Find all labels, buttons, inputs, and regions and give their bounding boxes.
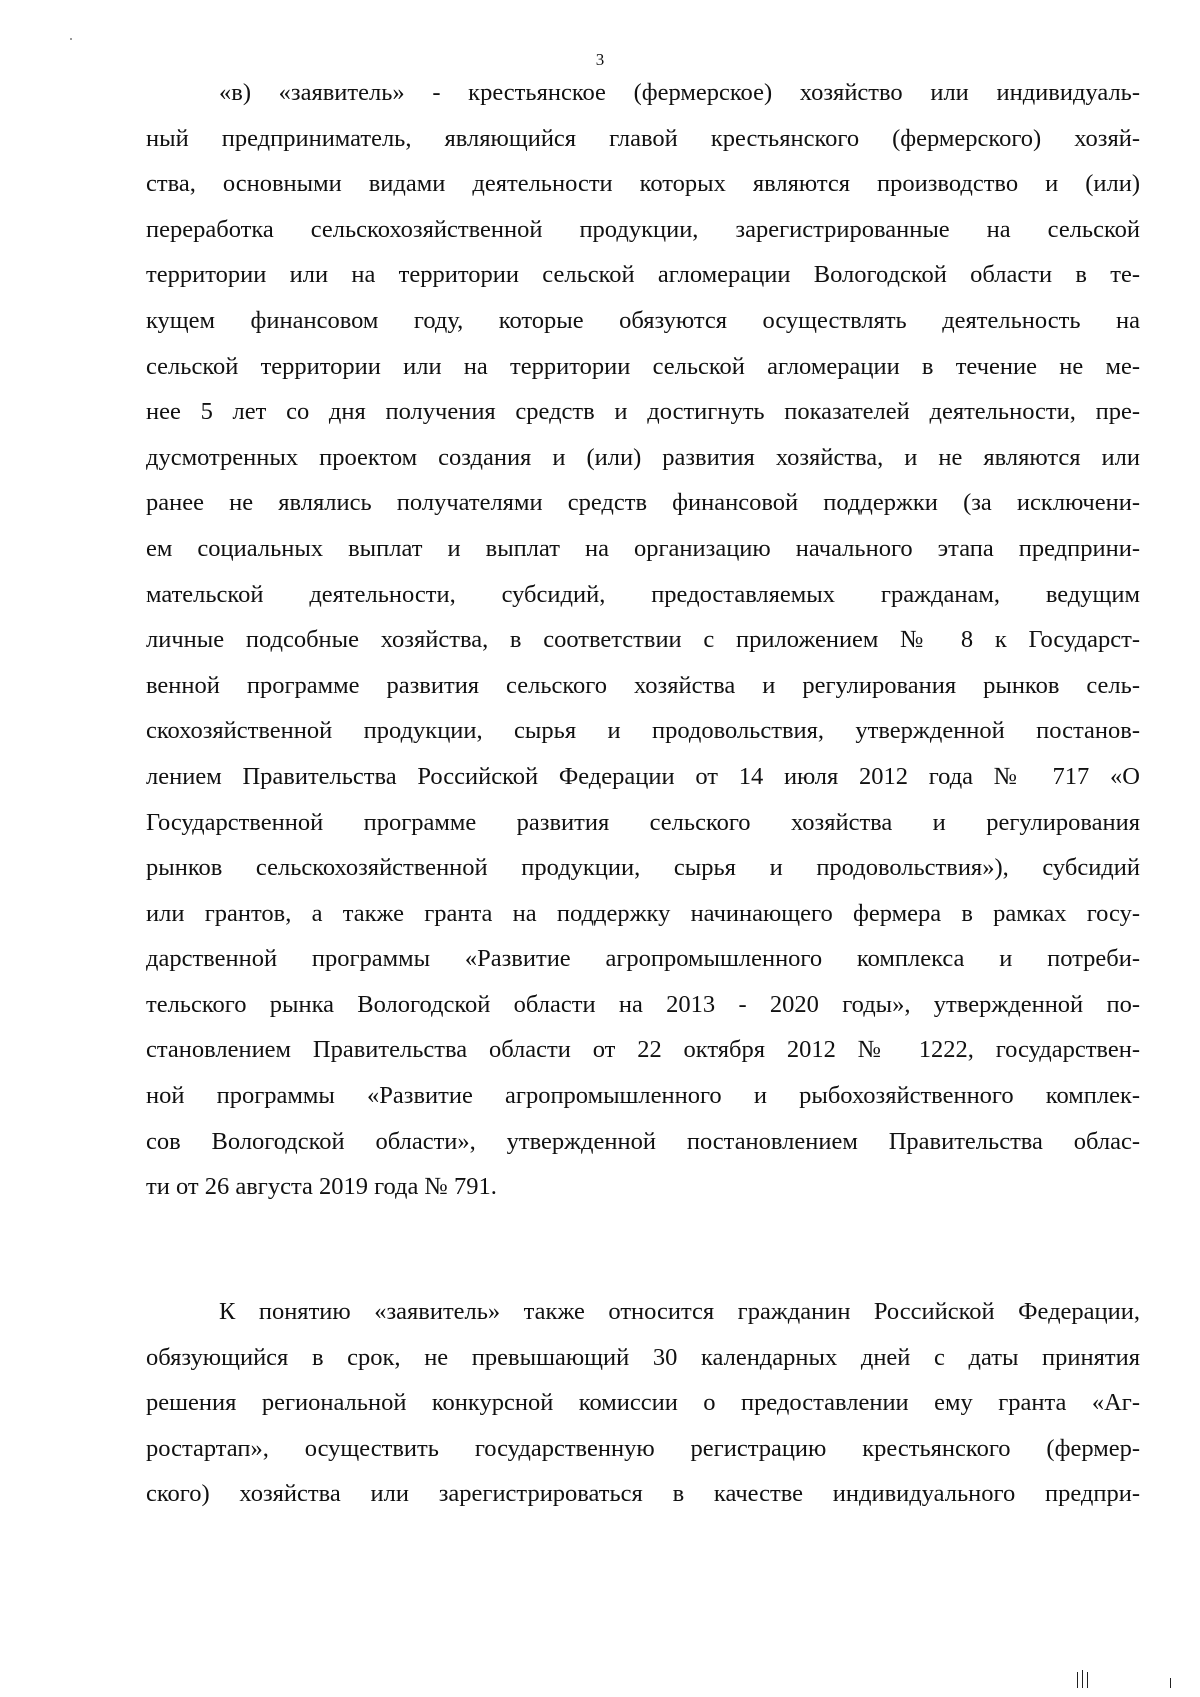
text-line: ной программы «Развитие агропромышленного и рыбохозяйственного комплек- <box>146 1082 1140 1110</box>
text-line: переработка сельскохозяйственной продукции, зарегистрированные на сельской <box>146 215 1140 243</box>
text-line: обязующийся в срок, не превышающий 30 календарных дней с даты принятия <box>146 1343 1140 1371</box>
text-line: личные подсобные хозяйства, в соответствии с приложением № 8 к Государст- <box>146 626 1140 654</box>
scan-artifact-mark <box>1082 1670 1083 1688</box>
text-line: ти от 26 августа 2019 года № 791. <box>146 1173 497 1201</box>
paragraph-applicant-definition <box>146 70 1140 1210</box>
text-line: кущем финансовом году, которые обязуются осуществлять деятельность на <box>146 306 1140 334</box>
text-line: ем социальных выплат и выплат на организацию начального этапа предприни- <box>146 534 1140 562</box>
text-line: сов Вологодской области», утвержденной постановлением Правительства облас- <box>146 1127 1140 1155</box>
text-line: венной программе развития сельского хозяйства и регулирования рынков сель- <box>146 671 1140 699</box>
paragraph-applicant-citizen <box>146 1289 1140 1517</box>
text-line: рынков сельскохозяйственной продукции, сырья и продовольствия»), субсидий <box>146 854 1140 882</box>
text-line: ранее не являлись получателями средств финансовой поддержки (за исключени- <box>146 489 1140 517</box>
text-line: тельского рынка Вологодской области на 2013 - 2020 годы», утвержденной по- <box>146 990 1140 1018</box>
text-line: ный предприниматель, являющийся главой крестьянского (фермерского) хозяй- <box>146 124 1140 152</box>
scan-artifact-mark <box>1077 1672 1078 1688</box>
page-number: 3 <box>595 50 605 69</box>
scan-artifact-mark <box>1087 1672 1088 1688</box>
text-line: К понятию «заявитель» также относится гражданин Российской Федерации, <box>219 1298 1140 1325</box>
scan-speck <box>70 38 72 40</box>
text-line: дусмотренных проектом создания и (или) развития хозяйства, и не являются или <box>146 443 1140 471</box>
text-line: решения региональной конкурсной комиссии о предоставлении ему гранта «Аг- <box>146 1389 1140 1417</box>
text-line: «в) «заявитель» - крестьянское (фермерское) хозяйство или индивидуаль- <box>219 79 1140 106</box>
text-line: лением Правительства Российской Федерации от 14 июля 2012 года № 717 «О <box>146 762 1140 790</box>
scan-artifact-mark <box>1170 1678 1171 1688</box>
text-line: дарственной программы «Развитие агропромышленного комплекса и потреби- <box>146 945 1140 973</box>
text-line: скохозяйственной продукции, сырья и продовольствия, утвержденной постанов- <box>146 717 1140 745</box>
text-line: сельской территории или на территории сельской агломерации в течение не ме- <box>146 352 1140 380</box>
text-line: Государственной программе развития сельского хозяйства и регулирования <box>146 808 1140 836</box>
text-line: ства, основными видами деятельности которых являются производство и (или) <box>146 170 1140 198</box>
text-line: мательской деятельности, субсидий, предоставляемых гражданам, ведущим <box>146 580 1140 608</box>
text-line: нее 5 лет со дня получения средств и достигнуть показателей деятельности, пре- <box>146 398 1140 426</box>
text-line: или грантов, а также гранта на поддержку начинающего фермера в рамках госу- <box>146 899 1140 927</box>
text-line: ростартап», осуществить государственную регистрацию крестьянского (фермер- <box>146 1434 1140 1462</box>
text-line: ского) хозяйства или зарегистрироваться в качестве индивидуального предпри- <box>146 1480 1140 1508</box>
text-line: территории или на территории сельской агломерации Вологодской области в те- <box>146 261 1140 289</box>
text-line: становлением Правительства области от 22 октября 2012 № 1222, государствен- <box>146 1036 1140 1064</box>
